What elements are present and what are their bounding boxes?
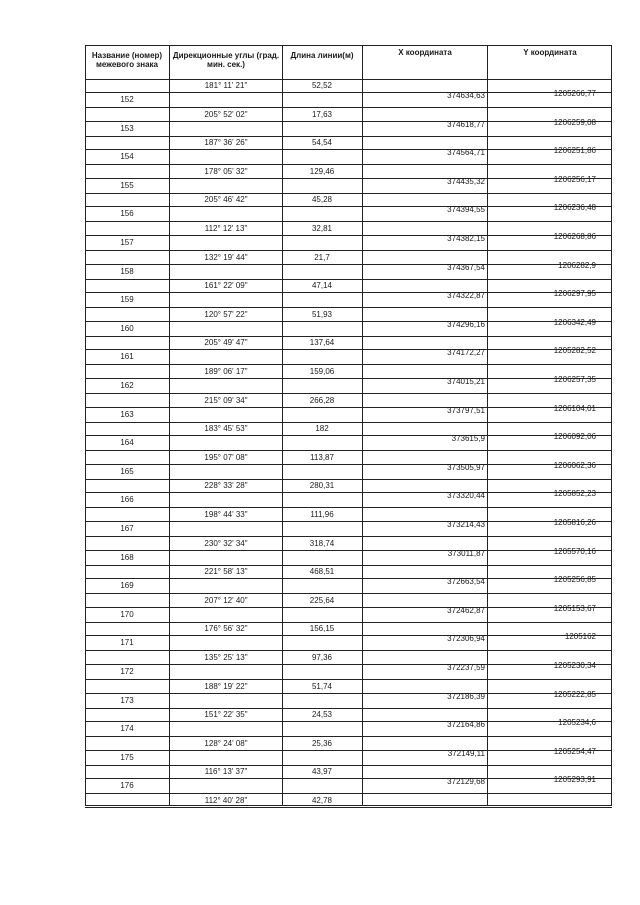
directional-angle-cell: 215° 09' 34" (204, 396, 248, 405)
directional-angle-cell: 112° 40' 28" (204, 796, 248, 805)
x-coordinate-cell: 374618,77 (447, 120, 485, 129)
y-coordinate-cell: 1206342,49 (553, 318, 596, 327)
line-length-cell: 318,74 (309, 539, 335, 548)
y-coordinate-cell: 1205282,52 (553, 346, 596, 355)
line-length-cell: 24,53 (311, 710, 333, 719)
y-coordinate-cell: 1205254,47 (553, 747, 596, 756)
x-coordinate-cell: 372129,68 (447, 777, 485, 786)
x-coordinate-cell: 373505,97 (447, 463, 485, 472)
directional-angle-cell: 195° 07' 08" (204, 453, 248, 462)
boundary-marker-number: 155 (120, 181, 134, 190)
directional-angle-cell: 116° 13' 37" (204, 767, 248, 776)
boundary-marker-number: 175 (120, 753, 134, 762)
y-coordinate-cell: 1206251,86 (553, 146, 596, 155)
header-x-coordinate: X координата (398, 48, 452, 57)
line-length-cell: 21,7 (314, 253, 330, 262)
boundary-marker-number: 157 (120, 238, 134, 247)
table-row-divider (85, 536, 612, 537)
table-row-divider (85, 164, 612, 165)
boundary-marker-number: 170 (120, 610, 134, 619)
y-coordinate-cell: 1205852,23 (553, 489, 596, 498)
x-coordinate-cell: 372306,94 (447, 634, 485, 643)
boundary-marker-number: 166 (120, 495, 134, 504)
directional-angle-cell: 178° 05' 32" (204, 167, 248, 176)
boundary-marker-number: 159 (120, 295, 134, 304)
x-coordinate-cell: 374394,55 (447, 205, 485, 214)
directional-angle-cell: 205° 46' 42" (204, 195, 248, 204)
y-coordinate-cell: 1206268,86 (553, 232, 596, 241)
line-length-cell: 43,97 (311, 767, 333, 776)
table-row-divider (85, 422, 612, 423)
directional-angle-cell: 189° 06' 17" (204, 367, 248, 376)
x-coordinate-cell: 374296,16 (447, 320, 485, 329)
table-row-divider (85, 221, 612, 222)
header-line-length: Длина линии(м) (290, 51, 354, 60)
line-length-cell: 17,63 (311, 110, 333, 119)
y-coordinate-cell: 1205266,77 (553, 89, 596, 98)
line-length-cell: 32,81 (311, 224, 333, 233)
header-y-coordinate: Y координата (523, 48, 577, 57)
x-coordinate-cell: 374564,71 (447, 148, 485, 157)
directional-angle-cell: 198° 44' 33" (204, 510, 248, 519)
table-row-divider (85, 593, 612, 594)
y-coordinate-cell: 1205162 (564, 632, 596, 641)
line-length-cell: 113,87 (310, 453, 334, 462)
table-row-divider (85, 279, 612, 280)
directional-angle-cell: 228° 33' 28" (204, 481, 248, 490)
directional-angle-cell: 230° 32' 34" (204, 539, 248, 548)
table-row-divider (85, 622, 612, 623)
boundary-marker-number: 153 (120, 124, 134, 133)
x-coordinate-cell: 372164,86 (447, 720, 485, 729)
boundary-marker-number: 152 (120, 95, 134, 104)
boundary-marker-number: 172 (120, 667, 134, 676)
table-row-divider (85, 393, 612, 394)
line-length-cell: 266,28 (309, 396, 335, 405)
x-coordinate-cell: 374172,27 (447, 348, 485, 357)
x-coordinate-cell: 374435,32 (447, 177, 485, 186)
directional-angle-cell: 181° 11' 21" (204, 81, 248, 90)
boundary-marker-number: 174 (120, 724, 134, 733)
table-row-divider (85, 307, 612, 308)
boundary-marker-number: 164 (120, 438, 134, 447)
directional-angle-cell: 205° 52' 02" (204, 110, 248, 119)
boundary-marker-number: 156 (120, 209, 134, 218)
line-length-cell: 159,06 (309, 367, 335, 376)
table-row-divider (85, 807, 612, 808)
table-row-divider (85, 765, 612, 766)
table-bottom-border (85, 805, 612, 806)
line-length-cell: 45,28 (311, 195, 333, 204)
boundary-marker-number: 173 (120, 696, 134, 705)
boundary-marker-number: 154 (120, 152, 134, 161)
directional-angle-cell: 188° 19' 22" (204, 682, 248, 691)
line-length-cell: 42,78 (311, 796, 333, 805)
table-row-divider (85, 736, 612, 737)
line-length-cell: 97,36 (311, 653, 333, 662)
y-coordinate-cell: 1205234,6 (558, 718, 596, 727)
y-coordinate-cell: 1205222,85 (553, 690, 596, 699)
line-length-cell: 25,36 (311, 739, 333, 748)
table-row-divider (85, 679, 612, 680)
line-length-cell: 225,64 (309, 596, 335, 605)
boundary-marker-number: 165 (120, 467, 134, 476)
table-row-divider (85, 250, 612, 251)
line-length-cell: 52,52 (311, 81, 333, 90)
boundary-marker-number: 163 (120, 410, 134, 419)
table-row-divider (85, 193, 612, 194)
table-row-divider (85, 793, 612, 794)
x-coordinate-cell: 372663,54 (447, 577, 485, 586)
x-coordinate-cell: 373615,9 (451, 434, 485, 443)
boundary-marker-number: 167 (120, 524, 134, 533)
x-coordinate-cell: 373320,44 (447, 491, 485, 500)
x-coordinate-cell: 374322,87 (447, 291, 485, 300)
boundary-marker-number: 169 (120, 581, 134, 590)
table-top-border (85, 45, 612, 46)
y-coordinate-cell: 1205570,16 (553, 547, 596, 556)
y-coordinate-cell: 1206062,36 (553, 461, 596, 470)
x-coordinate-cell: 373214,43 (447, 520, 485, 529)
y-coordinate-cell: 1206257,35 (553, 375, 596, 384)
table-row-divider (85, 507, 612, 508)
boundary-marker-number: 161 (120, 352, 134, 361)
x-coordinate-cell: 373797,51 (447, 406, 485, 415)
x-coordinate-cell: 374367,54 (447, 263, 485, 272)
directional-angle-cell: 205° 49' 47" (204, 338, 248, 347)
table-row-divider (85, 336, 612, 337)
line-length-cell: 137,64 (309, 338, 335, 347)
table-row-divider (85, 136, 612, 137)
table-row-divider (85, 650, 612, 651)
line-length-cell: 51,74 (311, 682, 333, 691)
boundary-marker-number: 158 (120, 267, 134, 276)
directional-angle-cell: 207° 12' 40" (204, 596, 248, 605)
directional-angle-cell: 120° 57' 22" (204, 310, 248, 319)
boundary-marker-number: 171 (120, 638, 134, 647)
y-coordinate-cell: 1205256,85 (553, 575, 596, 584)
boundary-marker-number: 160 (120, 324, 134, 333)
y-coordinate-cell: 1205816,26 (553, 518, 596, 527)
y-coordinate-cell: 1206297,95 (553, 289, 596, 298)
line-length-cell: 468,51 (309, 567, 335, 576)
x-coordinate-cell: 374015,21 (447, 377, 485, 386)
directional-angle-cell: 128° 24' 08" (204, 739, 248, 748)
x-coordinate-cell: 374382,15 (447, 234, 485, 243)
y-coordinate-cell: 1205293,91 (553, 775, 596, 784)
coordinates-table (85, 45, 612, 806)
x-coordinate-cell: 374634,63 (447, 91, 485, 100)
table-column-border (611, 45, 612, 806)
directional-angle-cell: 132° 19' 44" (204, 253, 248, 262)
directional-angle-cell: 176° 56' 32" (204, 624, 248, 633)
table-column-border (362, 45, 363, 806)
line-length-cell: 280,31 (309, 481, 335, 490)
line-length-cell: 47,14 (311, 281, 333, 290)
table-header-border (85, 79, 612, 80)
table-row-divider (85, 479, 612, 480)
line-length-cell: 54,54 (311, 138, 333, 147)
directional-angle-cell: 187° 36' 26" (204, 138, 248, 147)
directional-angle-cell: 135° 25' 13" (204, 653, 248, 662)
table-row-divider (85, 565, 612, 566)
line-length-cell: 51,93 (311, 310, 333, 319)
directional-angle-cell: 112° 12' 13" (204, 224, 248, 233)
header-marker-name: Название (номер) межевого знака (91, 51, 163, 69)
table-row-divider (85, 364, 612, 365)
table-row-divider (85, 107, 612, 108)
x-coordinate-cell: 372237,59 (447, 663, 485, 672)
y-coordinate-cell: 1206236,48 (553, 203, 596, 212)
x-coordinate-cell: 372462,87 (447, 606, 485, 615)
boundary-marker-number: 176 (120, 781, 134, 790)
x-coordinate-cell: 372186,39 (447, 692, 485, 701)
x-coordinate-cell: 373011,87 (447, 549, 485, 558)
boundary-marker-number: 168 (120, 553, 134, 562)
directional-angle-cell: 221° 58' 13" (204, 567, 248, 576)
table-row-divider (85, 708, 612, 709)
header-directional-angles: Дирекционные углы (град. мин. сек.) (172, 51, 280, 69)
y-coordinate-cell: 1206104,01 (553, 404, 596, 413)
directional-angle-cell: 183° 45' 53" (204, 424, 248, 433)
directional-angle-cell: 151° 22' 35" (204, 710, 248, 719)
line-length-cell: 129,46 (309, 167, 335, 176)
y-coordinate-cell: 1206259,08 (553, 118, 596, 127)
line-length-cell: 182 (315, 424, 329, 433)
y-coordinate-cell: 1206092,06 (553, 432, 596, 441)
table-row-divider (85, 450, 612, 451)
directional-angle-cell: 161° 22' 09" (204, 281, 248, 290)
y-coordinate-cell: 1205230,34 (553, 661, 596, 670)
y-coordinate-cell: 1206282,9 (558, 261, 596, 270)
y-coordinate-cell: 1206256,17 (553, 175, 596, 184)
y-coordinate-cell: 1205153,67 (553, 604, 596, 613)
line-length-cell: 111,96 (310, 510, 334, 519)
line-length-cell: 156,15 (309, 624, 335, 633)
x-coordinate-cell: 372149,11 (447, 749, 485, 758)
boundary-marker-number: 162 (120, 381, 134, 390)
